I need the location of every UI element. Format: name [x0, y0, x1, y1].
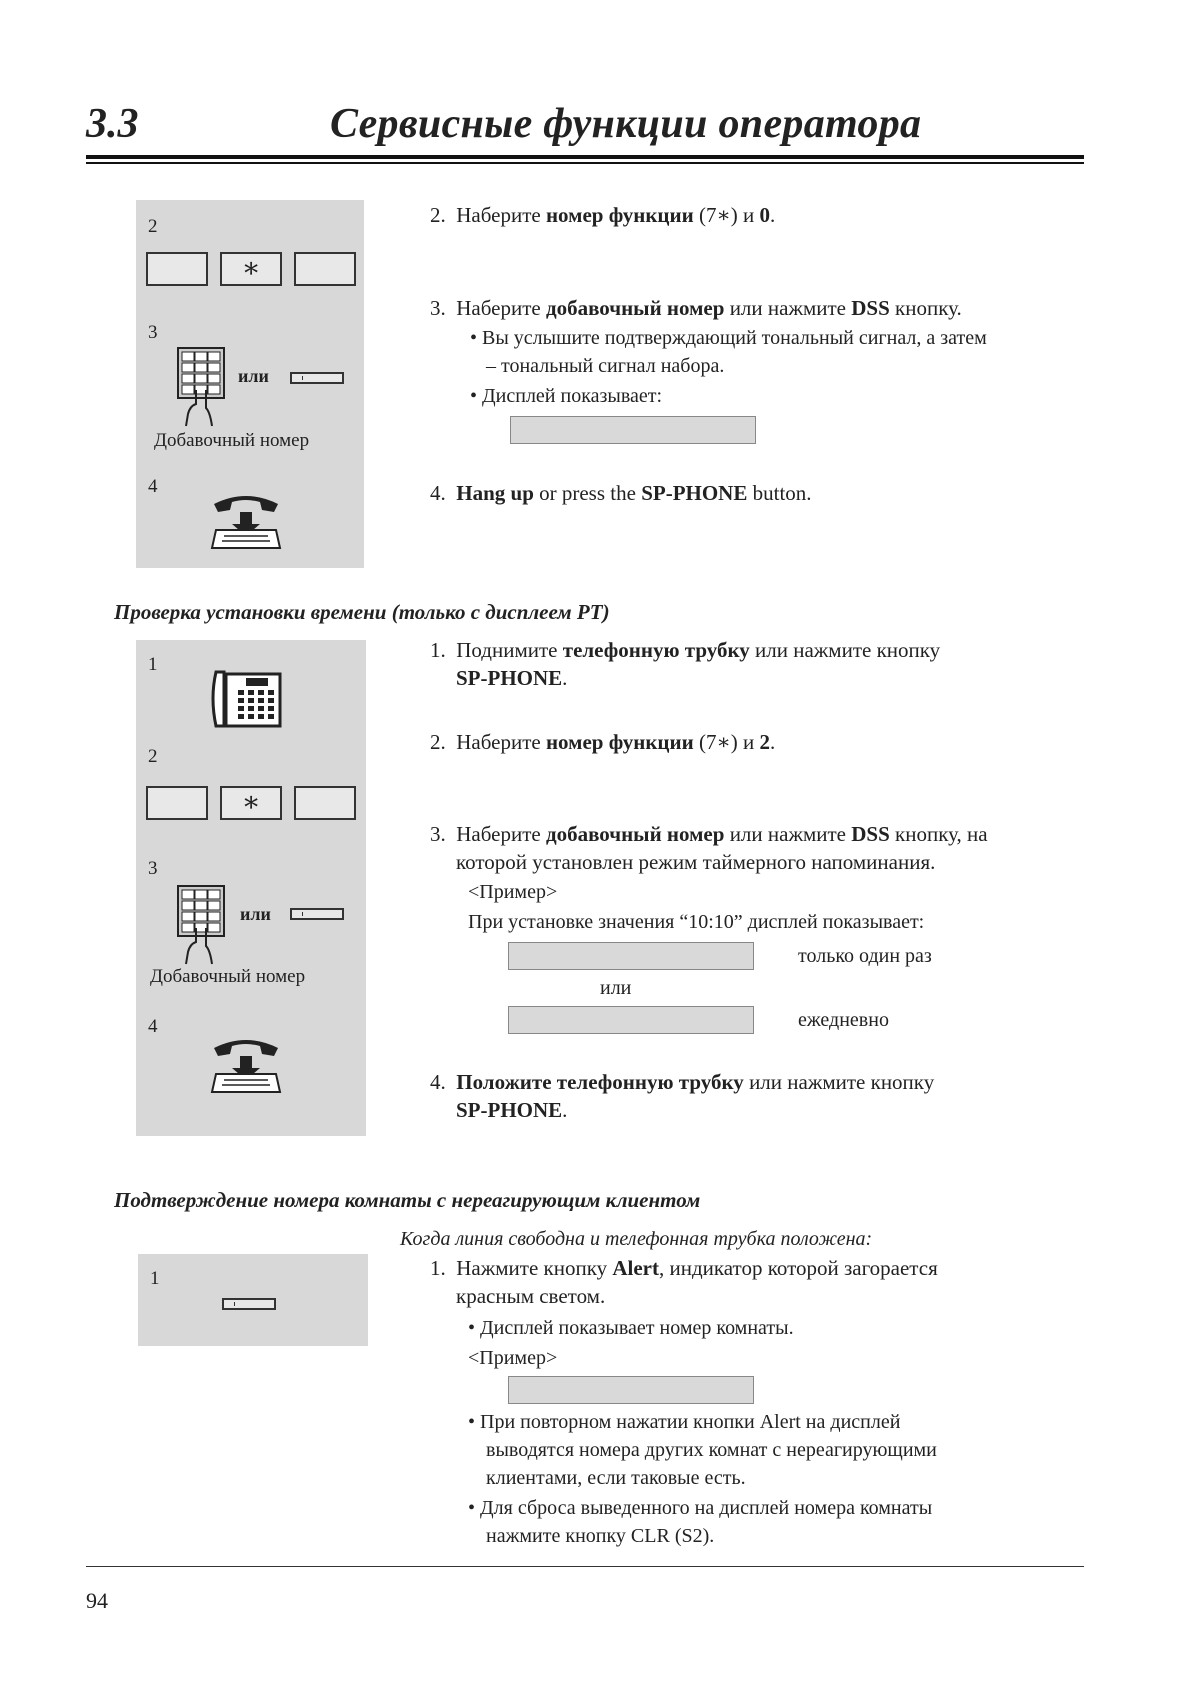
- alert-button-icon: [222, 1298, 276, 1310]
- s2-step-4-text: 4. Положите телефонную трубку или нажмите кнопку: [430, 1070, 935, 1094]
- s2-example-text: При установке значения “10:10” дисплей показывает:: [468, 911, 925, 933]
- extension-number-label: Добавочный номер: [154, 430, 310, 451]
- dss-button-icon: [290, 372, 344, 384]
- s3-bullet-repeat-line2: выводятся номера других комнат с нереагирующими: [486, 1439, 937, 1461]
- step-2-text: 2. Наберите номер функции (7∗) и 0.: [430, 203, 776, 227]
- or-label: или: [238, 366, 269, 386]
- header-rule-thick: [86, 155, 1084, 159]
- illustration-panel-2: [136, 640, 366, 1136]
- illustration-panel-1: [136, 200, 364, 568]
- daily-label: ежедневно: [798, 1009, 889, 1031]
- star-key: ∗: [220, 786, 282, 820]
- panel-step-number: 4: [148, 1016, 158, 1037]
- star-key: ∗: [220, 252, 282, 286]
- page-title: Сервисные функции оператора: [330, 101, 922, 147]
- or-label: или: [240, 904, 271, 924]
- telephone-icon: [210, 668, 284, 730]
- section-heading-room-check: Подтверждение номера комнаты с нереагирующим клиентом: [114, 1188, 701, 1212]
- footer-rule: [86, 1566, 1084, 1567]
- s3-bullet-display: • Дисплей показывает номер комнаты.: [468, 1317, 794, 1339]
- panel-step-number: 4: [148, 476, 158, 497]
- s2-step-1-text: 1. Поднимите телефонную трубку или нажмите кнопку: [430, 638, 941, 662]
- keypad-icon: [176, 884, 228, 966]
- section-heading-time-check: Проверка установки времени (только с дисплеем PT): [114, 600, 610, 624]
- extension-number-label: Добавочный номер: [150, 966, 306, 987]
- s3-example-label: <Пример>: [468, 1347, 558, 1369]
- bullet-display: • Дисплей показывает:: [470, 385, 663, 407]
- lcd-display-once: [508, 942, 754, 970]
- blank-key-right: [294, 786, 356, 820]
- once-label: только один раз: [798, 945, 932, 967]
- s2-step-3-line2: которой установлен режим таймерного напоминания.: [456, 850, 936, 874]
- s3-bullet-repeat: • При повторном нажатии кнопки Alert на дисплей: [468, 1411, 901, 1433]
- page-number: 94: [86, 1588, 108, 1613]
- s3-bullet-reset: • Для сброса выведенного на дисплей номера комнаты: [468, 1497, 933, 1519]
- illustration-panel-3: [138, 1254, 368, 1346]
- s2-step-1-line2: SP-PHONE.: [456, 666, 568, 690]
- panel-step-number: 3: [148, 858, 158, 879]
- s3-condition-note: Когда линия свободна и телефонная трубка положена:: [400, 1228, 873, 1250]
- s3-bullet-reset-line2: нажмите кнопку CLR (S2).: [486, 1525, 715, 1547]
- hang-up-icon: [210, 490, 282, 552]
- s3-step-1-text: 1. Нажмите кнопку Alert, индикатор которой загорается: [430, 1256, 938, 1280]
- or-between-displays: или: [600, 977, 632, 999]
- panel-step-number: 3: [148, 322, 158, 343]
- bullet-tone: • Вы услышите подтверждающий тональный сигнал, а затем: [470, 327, 987, 349]
- panel-step-number: 1: [148, 654, 158, 675]
- lcd-display-room: [508, 1376, 754, 1404]
- panel-step-number: 2: [148, 216, 158, 237]
- step-3-text: 3. Наберите добавочный номер или нажмите DSS кнопку.: [430, 296, 962, 320]
- lcd-display-daily: [508, 1006, 754, 1034]
- step-4-text: 4. Hang up or press the SP-PHONE button.: [430, 481, 812, 505]
- bullet-tone-line2: – тональный сигнал набора.: [486, 355, 725, 377]
- s3-step-1-line2: красным светом.: [456, 1284, 606, 1308]
- blank-key-left: [146, 786, 208, 820]
- s3-bullet-repeat-line3: клиентами, если таковые есть.: [486, 1467, 746, 1489]
- blank-key-right: [294, 252, 356, 286]
- keypad-icon: [176, 346, 228, 428]
- dss-button-icon: [290, 908, 344, 920]
- blank-key-left: [146, 252, 208, 286]
- hang-up-icon: [210, 1034, 282, 1096]
- header-rule-thin: [86, 162, 1084, 164]
- s2-step-2-text: 2. Наберите номер функции (7∗) и 2.: [430, 730, 776, 754]
- lcd-display: [510, 416, 756, 444]
- section-number: 3.3: [86, 101, 139, 147]
- s2-example-label: <Пример>: [468, 881, 558, 903]
- panel-step-number: 2: [148, 746, 158, 767]
- s2-step-4-line2: SP-PHONE.: [456, 1098, 568, 1122]
- panel-step-number: 1: [150, 1268, 160, 1289]
- s2-step-3-text: 3. Наберите добавочный номер или нажмите DSS кнопку, на: [430, 822, 988, 846]
